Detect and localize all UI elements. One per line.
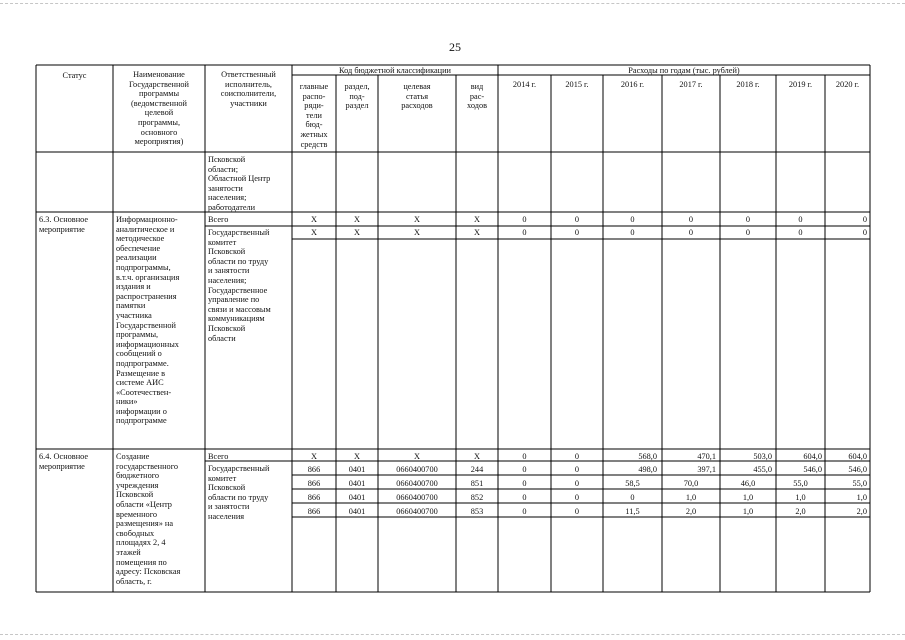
m64-r2-2017: 70,0 [683,479,699,488]
continuation-responsible: Псковской области; Областной Центр занятости населения; работодатели [208,155,271,212]
m63-r1-2019: 0 [798,228,803,237]
header-year-2018: 2018 г. [736,80,760,89]
m64-r3-manager: 866 [307,493,321,502]
m63-r1-section: X [354,228,360,237]
m64-r2-article: 0660400700 [396,479,438,488]
header-year-2014: 2014 г. [512,80,537,89]
m64-r2-2020: 55,0 [852,479,867,488]
m64-r2-2018: 46,0 [740,479,756,488]
m64-r4-2020: 2,0 [856,507,867,516]
measure-6-4-responsible: Государственный комитет Псковской области по труду и занятости населения [208,464,270,521]
m64-r0-article: X [414,452,420,461]
header-section: раздел, под- раздел [344,82,370,111]
m64-r2-section: 0401 [348,479,366,488]
header-year-2017: 2017 г. [679,80,703,89]
m64-r2-2015: 0 [574,479,580,488]
measure-6-3-total-label: Всего [208,215,229,224]
header-program-name: Наименование Государственной программы (ведомственной целевой программы, основного мероприятия) [128,70,189,147]
m64-r4-article: 0660400700 [396,507,438,516]
m63-r1-2017: 0 [688,228,694,237]
measure-6-3-name: Информационно- аналитическое и методическое обеспечение реализации подпрограммы, в.т.ч. организация издания и распространения памятки участника Государственной программы, информационных сообщений о подпрограмме. Размещение в системе АИС «Соотечествен- ники» информации о подпрограмме [116,215,180,426]
m64-r1-article: 0660400700 [396,465,438,474]
m64-r1-2019: 546,0 [803,465,822,474]
header-year-2019: 2019 г. [788,80,813,89]
m64-r4-2016: 11,5 [625,507,640,516]
m64-r0-2015: 0 [574,452,580,461]
m64-r3-section: 0401 [348,493,366,502]
m64-r3-2014: 0 [522,493,527,502]
header-main-manager: главные распо- ряди- тели бюд- жетных средств [299,82,329,149]
m64-r2-2014: 0 [522,479,527,488]
m64-r4-2014: 0 [522,507,527,516]
m63-r1-type: X [474,228,480,237]
header-year-2016: 2016 г. [620,80,645,89]
m63-r0-2018: 0 [745,215,751,224]
m64-r0-2020: 604,0 [848,452,867,461]
m64-r0-section: X [354,452,360,461]
m64-r4-2017: 2,0 [685,507,697,516]
m63-r0-2014: 0 [522,215,527,224]
m64-r1-2018: 455,0 [753,465,772,474]
m63-r0-2019: 0 [798,215,803,224]
measure-6-4-name: Создание государственного бюджетного учреждения Псковской области «Центр временного размещения» на свободных площадях 2, 4 этажей помещения по адресу: Псковская область, г. [116,452,181,586]
m64-r3-2018: 1,0 [742,493,754,502]
measure-6-4-status: 6.4. Основное мероприятие [39,452,89,471]
m64-r4-type: 853 [470,507,484,516]
m63-r1-article: X [414,228,420,237]
m64-r3-2020: 1,0 [856,493,867,502]
m64-r1-2016: 498,0 [638,465,657,474]
m64-r2-type: 851 [470,479,484,488]
header-expense-type: вид рас- ходов [466,82,488,111]
m64-r3-type: 852 [470,493,484,502]
m64-r1-2015: 0 [574,465,580,474]
m63-r0-2015: 0 [574,215,580,224]
m64-r3-2016: 0 [630,493,635,502]
m64-r2-manager: 866 [307,479,321,488]
m64-r4-2019: 2,0 [795,507,806,516]
m64-r4-2015: 0 [574,507,580,516]
m63-r0-article: X [414,215,420,224]
measure-6-3-responsible: Государственный комитет Псковской области по труду и занятости населения; Государственное управление по связи и массовым коммуникациям Псковской области [208,228,271,343]
m64-r1-2014: 0 [522,465,527,474]
m64-r3-2017: 1,0 [685,493,697,502]
m63-r1-2016: 0 [630,228,635,237]
m63-r1-2015: 0 [574,228,580,237]
header-responsible: Ответственный исполнитель, соисполнители, участники [220,70,277,108]
m64-r0-2018: 503,0 [753,452,772,461]
header-target-article: целевая статья расходов [401,82,433,111]
m63-r1-2018: 0 [745,228,751,237]
m64-r3-2019: 1,0 [795,493,806,502]
m64-r2-2016: 58,5 [625,479,640,488]
m64-r1-manager: 866 [307,465,321,474]
m64-r4-section: 0401 [348,507,366,516]
measure-6-3-status: 6.3. Основное мероприятие [39,215,89,234]
m64-r1-2020: 546,0 [848,465,867,474]
m64-r4-manager: 866 [307,507,321,516]
header-year-2015: 2015 г. [565,80,589,89]
m64-r0-2017: 470,1 [697,452,716,461]
m63-r1-2014: 0 [522,228,527,237]
header-expenses: Расходы по годам (тыс. рублей) [628,66,740,75]
m64-r1-section: 0401 [348,465,366,474]
page-number: 25 [449,40,461,54]
m63-r0-2016: 0 [630,215,635,224]
m64-r4-2018: 1,0 [742,507,754,516]
m64-r2-2019: 55,0 [793,479,808,488]
m64-r3-article: 0660400700 [396,493,438,502]
m63-r0-2017: 0 [688,215,694,224]
m64-r3-2015: 0 [574,493,580,502]
m63-r1-manager: X [311,228,317,237]
m63-r0-section: X [354,215,360,224]
header-status: Статус [62,71,87,80]
m63-r0-manager: X [311,215,317,224]
m64-r0-type: X [474,452,480,461]
m64-r1-2017: 397,1 [697,465,716,474]
header-year-2020: 2020 г. [835,80,860,89]
m63-r0-2020: 0 [862,215,867,224]
m64-r0-2016: 568,0 [638,452,657,461]
m64-r0-2019: 604,0 [803,452,822,461]
m64-r0-manager: X [311,452,317,461]
measure-6-4-total-label: Всего [208,452,229,461]
m63-r1-2020: 0 [862,228,867,237]
m64-r0-2014: 0 [522,452,527,461]
header-budget-code: Код бюджетной классификации [339,66,451,75]
m63-r0-type: X [474,215,480,224]
m64-r1-type: 244 [470,465,484,474]
